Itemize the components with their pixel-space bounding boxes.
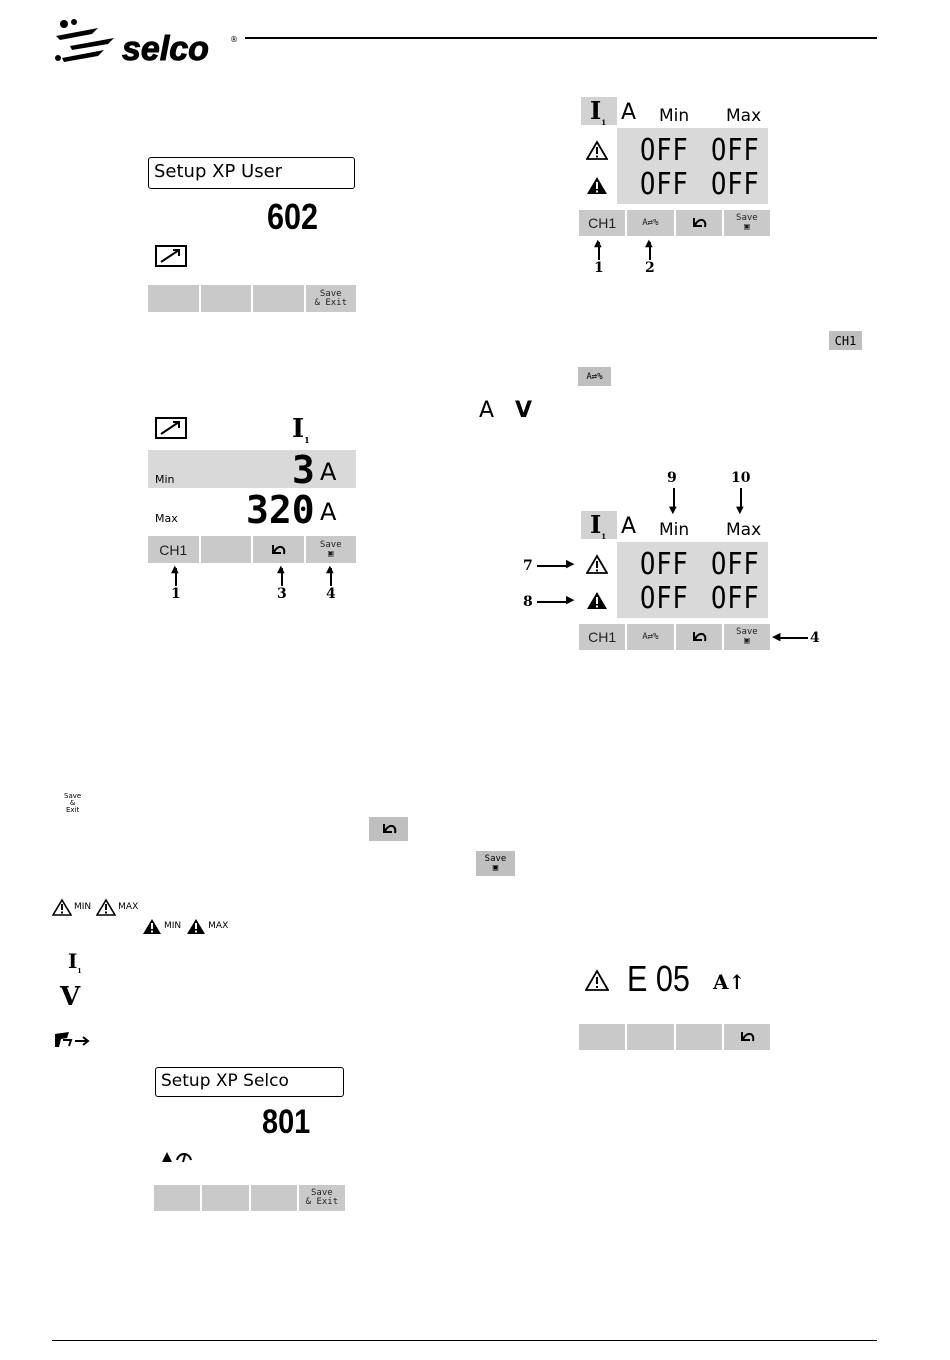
alarm-min-value: OFF (640, 167, 689, 202)
back-button[interactable] (676, 210, 722, 236)
callout-4: 4 (810, 630, 820, 646)
save-exit-line-2: & Exit (305, 1197, 339, 1207)
callout-line-8 (537, 601, 569, 603)
monitor-top-softkeys (579, 210, 770, 236)
footer-rule (52, 1340, 877, 1341)
save-button[interactable] (724, 624, 770, 650)
softkey-3[interactable] (251, 1185, 297, 1211)
min-label: Min (155, 473, 175, 486)
inline-save-chip (476, 851, 515, 876)
max-header: Max (726, 520, 762, 540)
param-label (590, 510, 606, 541)
arrow-up-icon: ▲ (171, 564, 179, 575)
selco-logo (52, 14, 242, 68)
param-sub: 1 (304, 435, 310, 446)
max-header: Max (726, 106, 762, 126)
save-button[interactable] (724, 210, 770, 236)
warn-min-value: OFF (640, 133, 689, 168)
save-exit-button[interactable] (306, 285, 357, 312)
setup-selco-softkeys (154, 1185, 345, 1211)
softkey-1[interactable] (148, 285, 199, 312)
back-icon (737, 1029, 757, 1045)
softkey-3[interactable] (253, 285, 304, 312)
back-icon (689, 629, 709, 645)
floppy-icon: ▣ (492, 862, 499, 873)
min-value: 3 (292, 448, 315, 492)
param-label (590, 96, 606, 127)
unit-label: A (621, 514, 637, 539)
save-label: Save (319, 539, 342, 550)
save-exit-line-1: Save (311, 1188, 333, 1198)
error-unit: A (713, 970, 729, 994)
alarm-min-legend (142, 917, 228, 935)
softkey-empty[interactable] (201, 536, 252, 563)
unit-v-symbol: V (515, 398, 533, 423)
inline-back-chip (369, 817, 408, 841)
warning-min-legend (52, 898, 138, 916)
save-label: Save (736, 213, 758, 223)
i1-letter: I (68, 949, 78, 973)
setup-xp-selco-label: Setup XP Selco (161, 1071, 289, 1091)
inline-ch1-chip: CH1 (829, 331, 862, 350)
param-letter: I (590, 510, 602, 539)
callout-line-4 (780, 637, 808, 639)
param-letter: I (292, 414, 305, 444)
callout-9: 9 (667, 470, 677, 486)
warning-icon (96, 898, 116, 916)
callout-4: 4 (326, 586, 336, 602)
ch1-button[interactable]: CH1 (148, 536, 199, 563)
save-label: Save (736, 627, 758, 637)
param-sub: 1 (601, 531, 607, 541)
callout-1: 1 (171, 586, 181, 602)
softkey-2[interactable] (627, 1024, 673, 1050)
selco-logo-graphic (52, 14, 242, 68)
se-3: Exit (65, 806, 80, 814)
max-unit: A (320, 498, 337, 526)
alarm-icon (586, 175, 608, 199)
callout-3: 3 (277, 586, 287, 602)
unit-label: A (621, 100, 637, 125)
save-exit-small-icon (64, 793, 81, 814)
arrow-down-icon: ▼ (736, 505, 744, 516)
current-param-label (292, 414, 310, 445)
save-chip-label: Save (484, 853, 507, 864)
save-exit-line-1: Save (319, 288, 342, 299)
setup-xp-selco-display (155, 1067, 344, 1097)
warn-max-value: OFF (711, 547, 760, 582)
setup-xp-user-label: Setup XP User (154, 161, 283, 182)
i1-sub: 1 (77, 968, 82, 975)
back-icon (379, 821, 399, 837)
arrow-right-icon: ▶ (566, 593, 575, 606)
arrow-up-icon: ▲ (277, 564, 285, 575)
arrow-down-icon: ▼ (669, 505, 677, 516)
warning-icon (52, 898, 72, 916)
v-legend: V (60, 982, 81, 1012)
error-softkeys (579, 1024, 770, 1050)
arrow-up-icon: ↑ (728, 970, 746, 994)
warn-min-value: OFF (640, 547, 689, 582)
setup-user-softkeys (148, 285, 356, 312)
max-value: 320 (246, 488, 315, 532)
param-letter: I (590, 96, 602, 125)
setup-xp-user-display (148, 157, 355, 189)
min-header: Min (659, 520, 690, 540)
inline-a-percent-chip: A⇄% (578, 367, 611, 386)
arrow-up-icon: ▲ (326, 564, 334, 575)
floppy-icon: ▣ (744, 636, 750, 646)
warning-icon (586, 140, 608, 164)
callout-2: 2 (645, 260, 655, 276)
callout-10: 10 (731, 470, 751, 486)
softkey-2[interactable] (202, 1185, 248, 1211)
save-exit-line-2: & Exit (314, 297, 347, 308)
alarm-icon (586, 590, 608, 614)
ch1-button[interactable]: CH1 (579, 624, 625, 650)
unit-a-symbol: A (479, 398, 495, 423)
softkey-1[interactable] (579, 1024, 625, 1050)
i1-legend (68, 949, 82, 975)
callout-8: 8 (523, 594, 533, 610)
alarm-reset-icon (161, 1150, 195, 1170)
max-label: Max (155, 512, 178, 525)
error-code: E 05 (627, 958, 690, 999)
se-2: & (69, 799, 76, 807)
warning-icon (585, 969, 609, 995)
softkey-1[interactable] (154, 1185, 200, 1211)
ch1-button[interactable]: CH1 (579, 210, 625, 236)
back-button[interactable] (724, 1024, 770, 1050)
save-button[interactable] (306, 536, 357, 563)
se-1: Save (64, 792, 82, 800)
floppy-icon: ▣ (328, 548, 334, 559)
ramp-icon (155, 245, 187, 271)
a-percent-toggle[interactable]: A⇄% (627, 210, 673, 236)
alarm-max-value: OFF (711, 167, 760, 202)
param-sub: 1 (601, 117, 607, 127)
robot-arrow-icon (53, 1030, 93, 1054)
a-percent-toggle[interactable]: A⇄% (627, 624, 673, 650)
header-rule (245, 37, 877, 39)
monitor-bottom-softkeys (579, 624, 770, 650)
warn-max-text: MAX (118, 902, 139, 912)
min-unit: A (320, 458, 337, 486)
current-softkeys (148, 536, 356, 563)
callout-line-7 (537, 565, 569, 567)
setup-selco-code: 801 (262, 1103, 311, 1141)
floppy-icon: ▣ (744, 222, 750, 232)
alarm-min-text: MIN (164, 921, 182, 931)
callout-7: 7 (523, 558, 533, 574)
back-icon (268, 542, 288, 558)
warning-icon (586, 554, 608, 578)
alarm-icon (142, 917, 162, 935)
save-exit-button[interactable] (299, 1185, 345, 1211)
callout-1: 1 (594, 260, 604, 276)
softkey-2[interactable] (201, 285, 252, 312)
alarm-min-value: OFF (640, 581, 689, 616)
softkey-3[interactable] (676, 1024, 722, 1050)
arrow-up-icon: ▲ (645, 238, 653, 249)
svg-text:®: ® (230, 35, 238, 44)
warn-min-text: MIN (74, 902, 92, 912)
alarm-icon (186, 917, 206, 935)
alarm-max-value: OFF (711, 581, 760, 616)
alarm-max-text: MAX (208, 921, 229, 931)
setup-user-code: 602 (267, 196, 319, 237)
back-button[interactable] (676, 624, 722, 650)
ramp-icon (155, 417, 187, 443)
back-icon (689, 215, 709, 231)
arrow-up-icon: ▲ (594, 238, 602, 249)
min-header: Min (659, 106, 690, 126)
arrow-left-icon: ◀ (772, 630, 781, 643)
back-button[interactable] (253, 536, 304, 563)
svg-text:selco: selco (122, 30, 209, 68)
warn-max-value: OFF (711, 133, 760, 168)
error-unit-with-arrow (713, 970, 745, 994)
arrow-right-icon: ▶ (566, 557, 575, 570)
